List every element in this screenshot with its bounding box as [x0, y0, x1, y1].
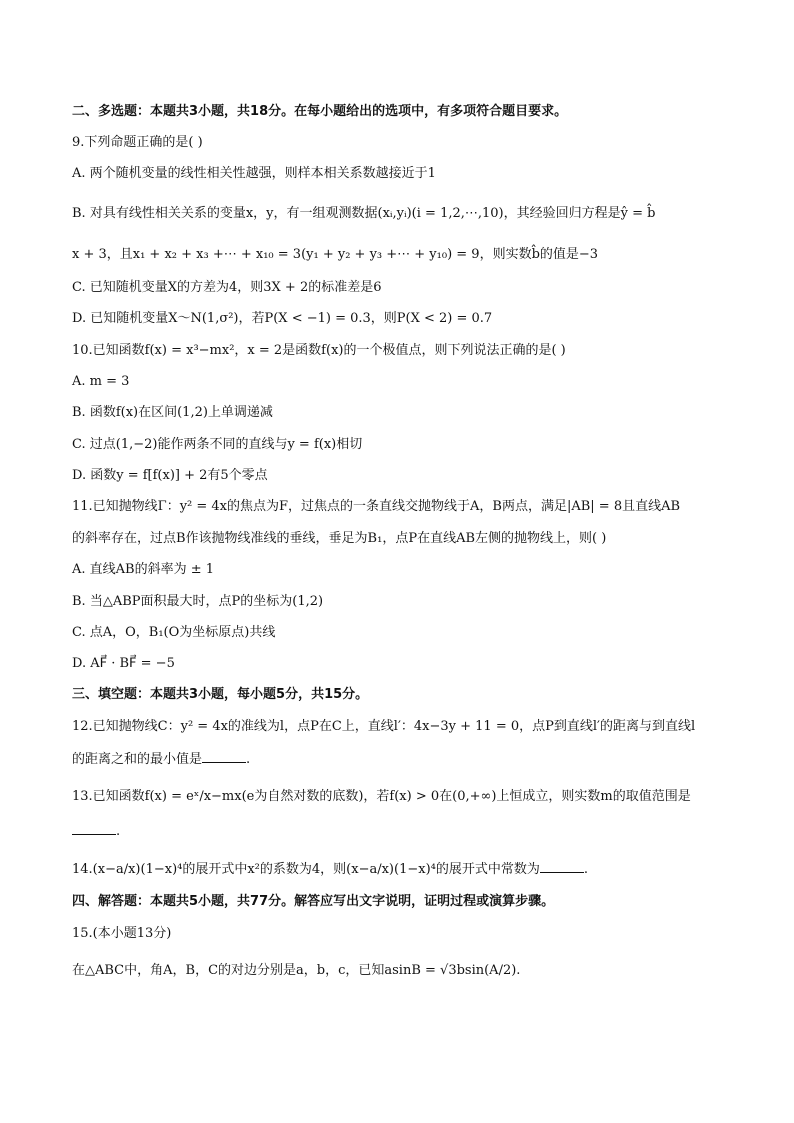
section-solve-heading: 四、解答题：本题共5小题，共77分。解答应写出文字说明，证明过程或演算步骤。 [72, 894, 555, 909]
q10-stem: 10.已知函数f(x) = x³−mx²，x = 2是函数f(x)的一个极值点，则下列说法正确的是( ) [72, 343, 566, 358]
q13-end: . [116, 824, 121, 839]
q9-stem: 9.下列命题正确的是( ) [72, 135, 203, 150]
q12-line1: 12.已知抛物线C：y² = 4x的准线为l，点P在C上，直线l′：4x−3y + 11 = 0，点P到直线l′的距离与到直线l [72, 719, 696, 734]
q9-option-c: C. 已知随机变量X的方差为4，则3X + 2的标准差是6 [72, 280, 382, 295]
answer-blank [72, 822, 116, 835]
q14-line [72, 860, 734, 879]
q15-title: 15.(本小题13分) [72, 926, 172, 941]
q14-text: 14.(x−a/x)(1−x)⁴的展开式中x²的系数为4，则(x−a/x)(1−x)⁴的展开式中常数为 [72, 862, 540, 877]
q11-option-a: A. 直线AB的斜率为 ± 1 [72, 562, 215, 577]
q12-end: . [246, 752, 251, 767]
q15-text: 在△ABC中，角A，B，C的对边分别是a，b，c，已知asinB = √3bsin(A/2). [72, 963, 521, 978]
q9-option-d: D. 已知随机变量X～N(1,σ²)，若P(X < −1) = 0.3，则P(X < 2) = 0.7 [72, 311, 493, 326]
q9-option-b-line2: x + 3，且x₁ + x₂ + x₃ +⋯ + x₁₀ = 3(y₁ + y₂ + y₃ +⋯ + y₁₀) = 9，则实数b̂的值是−3 [72, 247, 599, 262]
q11-stem-line1: 11.已知抛物线Γ：y² = 4x的焦点为F，过焦点的一条直线交抛物线于A，B两点，满足|AB| = 8且直线AB [72, 499, 681, 514]
q11-option-b: B. 当△ABP面积最大时，点P的坐标为(1,2) [72, 594, 324, 609]
q10-option-d: D. 函数y = f[f(x)] + 2有5个零点 [72, 468, 268, 483]
q9-option-b-line1: B. 对具有线性相关关系的变量x，y，有一组观测数据(xᵢ,yᵢ)(i = 1,2,⋯,10)，其经验回归方程是ŷ = b̂ [72, 206, 656, 221]
q13-line2 [72, 822, 734, 841]
section-fill-blank-heading: 三、填空题：本题共3小题，每小题5分，共15分。 [72, 687, 369, 702]
q13-line1: 13.已知函数f(x) = eˣ/x−mx(e为自然对数的底数)，若f(x) > 0在(0,+∞)上恒成立，则实数m的取值范围是 [72, 789, 691, 804]
q12-line2-text: 的距离之和的最小值是 [72, 752, 203, 767]
q12-line2 [72, 750, 734, 769]
section-multi-choice-heading: 二、多选题：本题共3小题，共18分。在每小题给出的选项中，有多项符合题目要求。 [72, 104, 568, 119]
q10-option-a: A. m = 3 [72, 374, 130, 389]
q9-option-a: A. 两个随机变量的线性相关性越强，则样本相关系数越接近于1 [72, 166, 436, 181]
answer-blank [202, 750, 246, 763]
answer-blank [540, 860, 584, 873]
q11-stem-line2: 的斜率存在，过点B作该抛物线准线的垂线，垂足为B₁，点P在直线AB左侧的抛物线上，则( ) [72, 531, 607, 546]
q14-end: . [583, 862, 588, 877]
q11-option-c: C. 点A，O，B₁(O为坐标原点)共线 [72, 625, 276, 640]
q11-option-d: D. AF⃗ · BF⃗ = −5 [72, 656, 175, 671]
q10-option-c: C. 过点(1,−2)能作两条不同的直线与y = f(x)相切 [72, 437, 363, 452]
q10-option-b: B. 函数f(x)在区间(1,2)上单调递减 [72, 405, 273, 420]
